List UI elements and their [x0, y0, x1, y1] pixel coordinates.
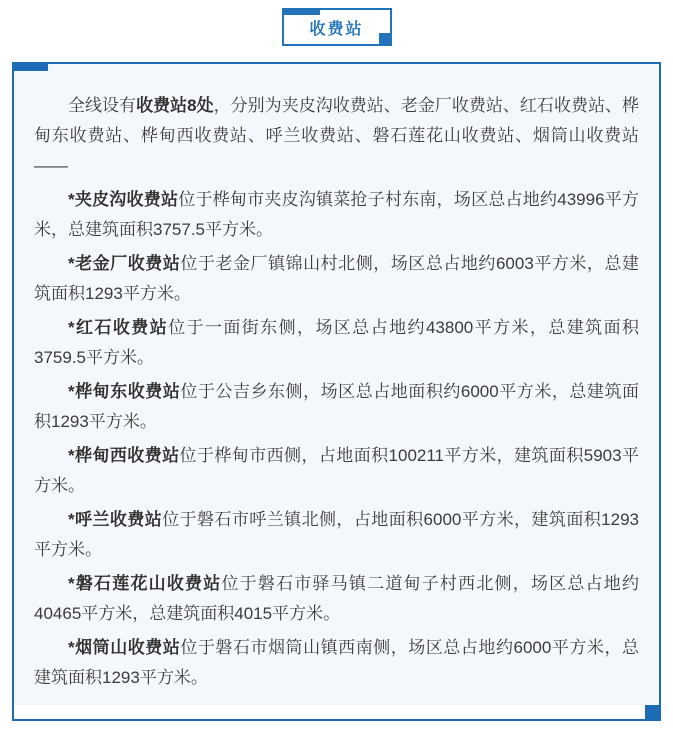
station-name: *烟筒山收费站 — [68, 638, 181, 657]
station-paragraph — [34, 313, 639, 373]
intro-rest: ，分别为夹皮沟收费站、老金厂收费站、红石收费站、桦甸东收费站、桦甸西收费站、呼兰收费站、磐石莲花山收费站、烟筒山收费站—— — [34, 96, 640, 175]
station-description: 位于磐石市呼兰镇北侧，占地面积6000平方米，建筑面积1293平方米。 — [34, 510, 639, 559]
station-name: *夹皮沟收费站 — [68, 190, 179, 209]
station-paragraph — [34, 441, 639, 501]
station-paragraph — [34, 249, 639, 309]
box-corner-square-decoration — [645, 705, 661, 721]
toll-stations-content-box — [12, 62, 661, 721]
station-paragraph — [34, 377, 639, 437]
station-description: 位于一面街东侧，场区总占地约43800平方米，总建筑面积3759.5平方米。 — [34, 318, 639, 367]
section-title: 收费站 — [309, 20, 364, 38]
station-description: 位于桦甸市西侧，占地面积100211平方米，建筑面积5903平方米。 — [34, 446, 639, 495]
station-description: 位于磐石市烟筒山镇西南侧，场区总占地约6000平方米，总建筑面积1293平方米。 — [34, 638, 639, 687]
badge-corner-bar-decoration — [282, 8, 320, 15]
station-name: *红石收费站 — [68, 318, 169, 337]
station-description: 位于老金厂镇锦山村北侧，场区总占地约6003平方米，总建筑面积1293平方米。 — [34, 254, 639, 303]
station-name: *桦甸东收费站 — [68, 382, 181, 401]
station-paragraph — [34, 505, 639, 565]
station-description: 位于磐石市驿马镇二道甸子村西北侧，场区总占地约40465平方米，总建筑面积4015平方米。 — [34, 574, 639, 623]
station-paragraph — [34, 185, 639, 245]
station-paragraph — [34, 569, 639, 629]
toll-stations-panel — [14, 64, 659, 705]
station-name: *桦甸西收费站 — [68, 446, 180, 465]
station-name: *呼兰收费站 — [68, 510, 163, 529]
station-paragraph — [34, 633, 639, 693]
intro-paragraph — [34, 91, 639, 181]
box-corner-bar-decoration — [12, 62, 48, 71]
station-description: 位于公吉乡东侧，场区总占地面积约6000平方米，总建筑面积1293平方米。 — [34, 382, 639, 431]
intro-prefix: 全线设有 — [68, 96, 137, 115]
section-header — [0, 0, 673, 46]
station-name: *磐石莲花山收费站 — [68, 574, 222, 593]
station-name: *老金厂收费站 — [68, 254, 181, 273]
station-description: 位于桦甸市夹皮沟镇菜抢子村东南，场区总占地约43996平方米，总建筑面积3757.5平方米。 — [34, 190, 639, 239]
badge-corner-square-decoration — [379, 33, 391, 45]
intro-bold-count: 收费站8处 — [136, 96, 214, 115]
section-badge — [282, 8, 392, 46]
